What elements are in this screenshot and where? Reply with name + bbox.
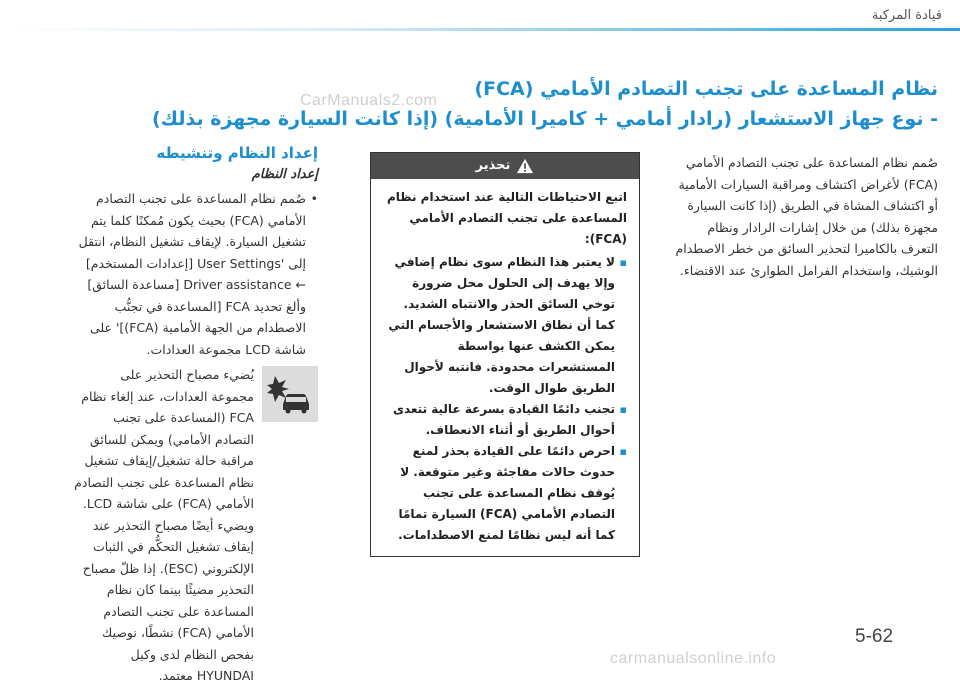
warning-item: ▪ لا يعتبر هذا النظام سوى نظام إضافي وإلا يهدف إلى الحلول محل ضرورة توخي السائق الحذر والانتباه الشديد. كما أن نطاق الاستشعار والأجسام التي يمكن الكشف عنها بواسطة المستشعرات محدودة. فانتبه لأحوال الطريق طوال الوقت. [383, 252, 627, 399]
warning-box [370, 152, 640, 557]
watermark-top: CarManuals2.com [300, 92, 438, 109]
warning-item: ▪ تجنب دائمًا القيادة بسرعة عالية تتعدى أحوال الطريق أو أثناء الانعطاف. [383, 399, 627, 441]
page-title-line1: نظام المساعدة على تجنب التصادم الأمامي (FCA) [474, 78, 938, 100]
warning-triangle-icon [516, 158, 534, 174]
collision-warning-icon [267, 374, 313, 414]
settings-title: إعداد النظام وتنشيطه [156, 144, 318, 162]
fca-warning-light-icon [262, 366, 318, 422]
page-title-line2: - نوع جهاز الاستشعار (رادار أمامي + كاميرا الأمامية) (إذا كانت السيارة مجهزة بذلك) [152, 108, 938, 130]
warning-body [371, 179, 639, 556]
warning-intro: اتبع الاحتياطات التالية عند استخدام نظام المساعدة على تجنب التصادم الأمامي (FCA): [387, 190, 627, 246]
header-section-title: قيادة المركبة [871, 8, 942, 23]
warning-column [370, 152, 640, 557]
warning-item: ▪ احرص دائمًا على القيادة بحذر لمنع حدوث حالات مفاجئة وغير متوقعة. لا يُوقف نظام المساعدة على تجنب التصادم الأمامي (FCA) السيارة تمامًا كما أنه ليس نظامًا لمنع الاصطدامات. [383, 441, 627, 546]
page-title [38, 74, 938, 134]
settings-subtitle: إعداد النظام [251, 167, 318, 182]
header-rule [0, 28, 960, 31]
warning-light-row [74, 364, 318, 685]
page-number: 5-62 [855, 626, 894, 647]
warning-list [383, 252, 627, 546]
settings-list [74, 188, 318, 360]
settings-column [74, 142, 318, 685]
settings-item: • صُمم نظام المساعدة على تجنب التصادم الأمامي (FCA) بحيث يكون مُمكنًا كلما يتم تشغيل السيارة. لإيقاف تشغيل النظام، انتقل إلى 'User Settings [إعدادات المستخدم] ← Driver assistance [مساعدة السائق] وألغ تحديد FCA [المساعدة في تجنُّب الاصطدام من الجهة الأمامية (FCA)]' على شاشة LCD مجموعة العدادات. [74, 188, 318, 360]
intro-column [668, 152, 938, 281]
warning-title: تحذير [475, 158, 511, 174]
intro-paragraph: صُمم نظام المساعدة على تجنب التصادم الأمامي (FCA) لأغراض اكتشاف ومراقبة السيارات الأمامية أو اكتشاف المشاة في الطريق (إذا كانت السيارة مجهزة بذلك) من خلال إشارات الرادار ونظام التعرف بالكاميرا لتحذير السائق من خطر الاصطدام الوشيك، واستخدام الفرامل الطوارئ عند الاقتضاء. [675, 155, 938, 278]
warning-light-description: يُضيء مصباح التحذير على مجموعة العدادات، عند إلغاء نظام FCA (المساعدة على تجنب التصادم الأمامي) ويمكن للسائق مراقبة حالة تشغيل/إيقاف تشغيل نظام المساعدة على تجنب التصادم الأمامي (FCA) على شاشة LCD. ويضيء أيضًا مصباح التحذير عند إيقاف تشغيل التحكُّم في الثبات الإلكتروني (ESC). إذا ظلّ مصباح التحذير مضيئًا بينما كان نظام المساعدة على تجنب التصادم الأمامي (FCA) نشطًا، نوصيك بفحص النظام لدى وكيل HYUNDAI معتمد. [74, 367, 254, 683]
warning-header [371, 153, 639, 179]
watermark-bottom: carmanualsonline.info [610, 650, 777, 667]
